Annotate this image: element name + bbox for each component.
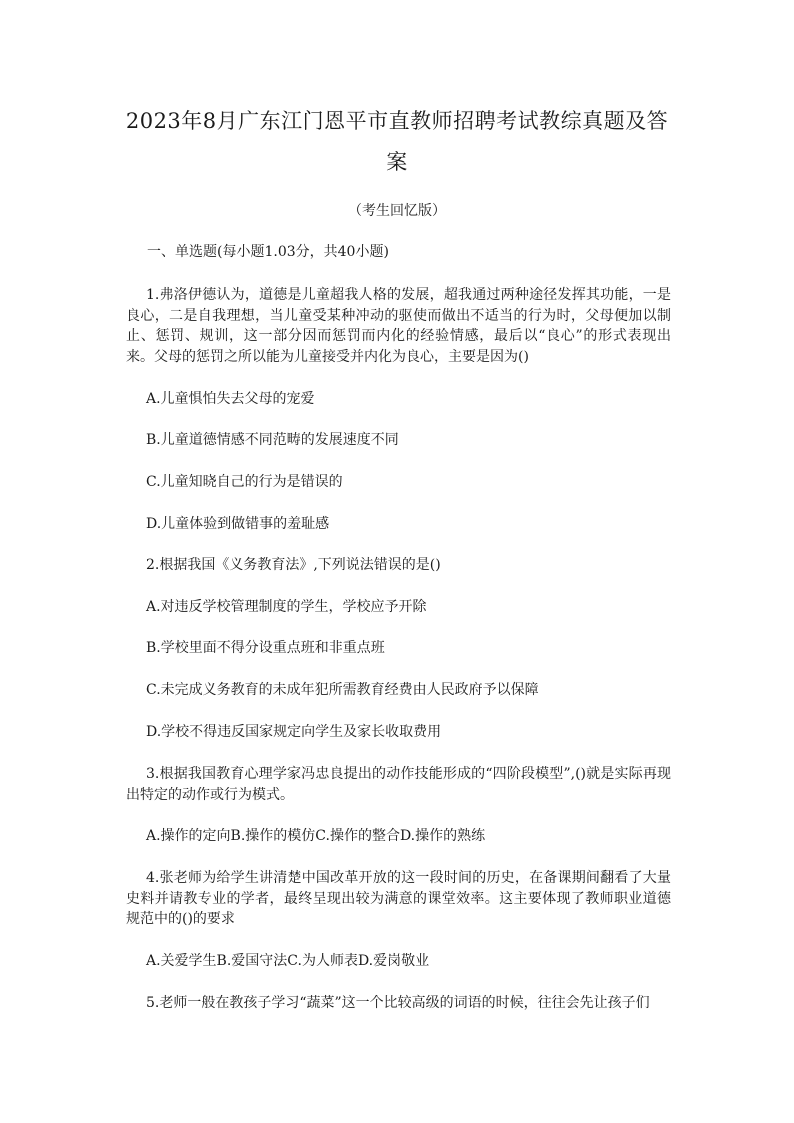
question-2-option-d: D.学校不得违反国家规定向学生及家长收取费用 — [146, 724, 442, 740]
question-3-stem: 3.根据我国教育心理学家冯忠良提出的动作技能形成的“四阶段模型”,()就是实际再现出特定的动作或行为模式。 — [126, 766, 671, 803]
question-1-option-a: A.儿童惧怕失去父母的宠爱 — [146, 391, 315, 407]
question-2-option-a: A.对违反学校管理制度的学生，学校应予开除 — [146, 599, 427, 615]
document-subtitle: （考生回忆版） — [348, 203, 446, 219]
question-1-option-c: C.儿童知晓自己的行为是错误的 — [146, 474, 343, 490]
document-title-line-2: 案 — [386, 150, 408, 174]
question-1-option-d: D.儿童体验到做错事的羞耻感 — [146, 516, 330, 532]
question-4-options: A.关爱学生B.爱国守法C.为人师表D.爱岗敬业 — [146, 953, 430, 969]
question-2-option-b: B.学校里面不得分设重点班和非重点班 — [146, 640, 385, 656]
question-2-option-c: C.未完成义务教育的未成年犯所需教育经费由人民政府予以保障 — [146, 682, 539, 698]
document-title-line-1: 2023年8月广东江门恩平市直教师招聘考试教综真题及答 — [125, 109, 669, 133]
question-3-options: A.操作的定向B.操作的模仿C.操作的整合D.操作的熟练 — [146, 828, 486, 844]
section-heading: 一、单选题(每小题1.03分，共40小题) — [147, 244, 389, 260]
question-4-stem: 4.张老师为给学生讲清楚中国改革开放的这一段时间的历史，在备课期间翻看了大量史料并请教专业的学者，最终呈现出较为满意的课堂效率。这主要体现了教师职业道德规范中的()的要求 — [126, 870, 671, 927]
question-5-stem: 5.老师一般在教孩子学习“蔬菜”这一个比较高级的词语的时候，往往会先让孩子们 — [146, 995, 650, 1011]
question-1-stem: 1.弗洛伊德认为，道德是儿童超我人格的发展，超我通过两种途径发挥其功能，一是良心，二是自我理想，当儿童受某种冲动的驱使而做出不适当的行为时，父母便加以制止、惩罚、规训，这一部分因而惩罚而内化的经验情感，最后以“良心”的形式表现出来。父母的惩罚之所以能为儿童接受并内化为良心，主要是因为() — [126, 287, 671, 365]
question-1-option-b: B.儿童道德情感不同范畴的发展速度不同 — [146, 432, 399, 448]
question-2-stem: 2.根据我国《义务教育法》,下列说法错误的是() — [146, 557, 441, 573]
